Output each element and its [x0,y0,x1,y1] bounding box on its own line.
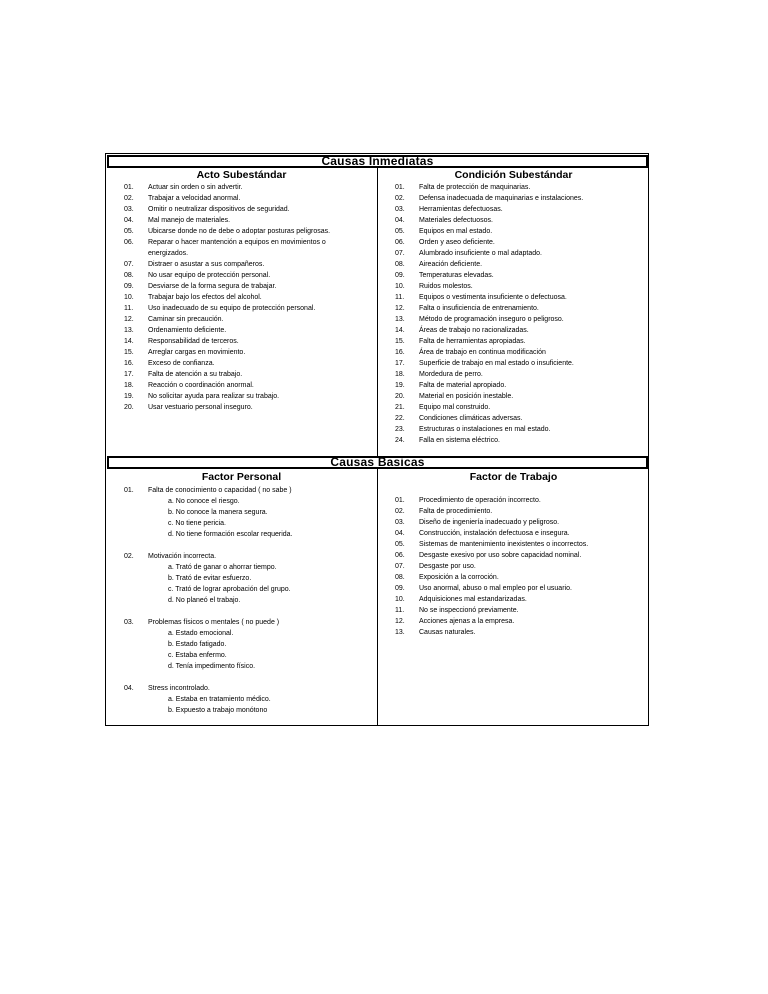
item-text: Uso anormal, abuso o mal empleo por el usuario. [419,585,572,592]
item-text: Estructuras o instalaciones en mal estado. [419,426,551,433]
column-title-personal: Factor Personal [201,471,282,483]
item-number: 16. [124,360,134,367]
list-item [395,517,657,528]
item-number: 08. [124,272,134,279]
list-item [124,325,386,336]
list-item [124,551,386,562]
item-text: Exceso de confianza. [148,360,215,367]
item-number: 09. [395,272,405,279]
item-number: 15. [124,349,134,356]
item-text: Ruidos molestos. [419,283,473,290]
list-item [124,281,386,292]
item-number: 10. [124,294,134,301]
item-number: 23. [395,426,405,433]
sub-item: a. No conoce el riesgo. [168,498,240,505]
column-title-condicion: Condición Subestándar [454,169,573,181]
list-item [395,369,657,380]
item-number: 04. [395,217,405,224]
item-text: Diseño de ingeniería inadecuado y peligroso. [419,519,560,526]
list-item [395,314,657,325]
item-text: Causas naturales. [419,629,476,636]
list-item [395,413,657,424]
item-number: 05. [124,228,134,235]
section-title-inmediatas: Causas Inmediatas [107,155,648,168]
item-number: 13. [395,316,405,323]
spacer [124,606,386,617]
item-text: Falta de protección de maquinarias. [419,184,531,191]
list-item [395,237,657,248]
item-number: 18. [124,382,134,389]
list-item [395,336,657,347]
item-text: Mal manejo de materiales. [148,217,231,224]
list-item [395,270,657,281]
item-number: 07. [124,261,134,268]
item-text: Material en posición inestable. [419,393,514,400]
item-text: Falta de herramientas apropiadas. [419,338,526,345]
list-item [124,683,386,694]
item-number: 08. [395,261,405,268]
item-number: 02. [124,553,134,560]
item-text: Falta de conocimiento o capacidad ( no sabe ) [148,487,292,494]
item-number: 19. [124,393,134,400]
list-item [395,495,657,506]
list-item [124,380,386,391]
list-item [395,561,657,572]
sub-item: b. Trató de evitar esfuerzo. [168,575,252,582]
sub-item: b. Estado fatigado. [168,641,227,648]
item-text: Falla en sistema eléctrico. [419,437,500,444]
item-number: 03. [395,206,405,213]
list-item [124,485,386,496]
list-item [124,292,386,303]
item-text: Falta de atención a su trabajo. [148,371,243,378]
item-text: Adquisiciones mal estandarizadas. [419,596,527,603]
personal-list [124,485,386,716]
list-item [395,594,657,605]
item-number: 20. [395,393,405,400]
item-number: 19. [395,382,405,389]
list-item [124,369,386,380]
list-item [395,215,657,226]
item-number: 16. [395,349,405,356]
list-item [124,617,386,628]
item-text: Método de programación inseguro o peligroso. [419,316,564,323]
item-text: Equipo mal construido. [419,404,491,411]
item-text: Equipos en mal estado. [419,228,493,235]
list-item [124,237,386,248]
item-text: Omitir o neutralizar dispositivos de seguridad. [148,206,290,213]
trabajo-list [395,495,657,638]
list-item [124,303,386,314]
list-item [124,248,386,259]
item-number: 21. [395,404,405,411]
list-item [124,204,386,215]
list-item [124,402,386,413]
list-item [395,193,657,204]
condicion-list [395,182,657,446]
item-number: 05. [395,228,405,235]
item-number: 08. [395,574,405,581]
sub-item: b. Expuesto a trabajo monótono [168,707,268,714]
item-text: Actuar sin orden o sin advertir. [148,184,243,191]
sub-item: c. No tiene pericia. [168,520,226,527]
item-number: 22. [395,415,405,422]
item-number: 01. [395,184,405,191]
sub-item: d. Tenía impedimento físico. [168,663,256,670]
item-text: Superficie de trabajo en mal estado o insuficiente. [419,360,574,367]
item-number: 10. [395,596,405,603]
item-text: Reacción o coordinación anormal. [148,382,254,389]
item-number: 10. [395,283,405,290]
sub-item: c. Trató de lograr aprobación del grupo. [168,586,291,593]
item-text: Uso inadecuado de su equipo de protección personal. [148,305,316,312]
item-text: No solicitar ayuda para realizar su trabajo. [148,393,280,400]
item-text: Arreglar cargas en movimiento. [148,349,246,356]
item-number: 18. [395,371,405,378]
list-item [124,336,386,347]
item-text: Defensa inadecuada de maquinarias e instalaciones. [419,195,584,202]
item-text: Acciones ajenas a la empresa. [419,618,515,625]
list-item [395,303,657,314]
item-text: Distraer o asustar a sus compañeros. [148,261,265,268]
list-item [395,528,657,539]
item-number: 14. [124,338,134,345]
list-item [395,506,657,517]
item-number: 03. [124,619,134,626]
item-text: No usar equipo de protección personal. [148,272,271,279]
item-text: No se inspeccionó previamente. [419,607,519,614]
item-number: 13. [395,629,405,636]
item-text: Condiciones climáticas adversas. [419,415,523,422]
list-item [124,182,386,193]
item-text: Temperaturas elevadas. [419,272,494,279]
item-number: 02. [124,195,134,202]
item-text: Trabajar bajo los efectos del alcohol. [148,294,262,301]
item-text: Áreas de trabajo no racionalizadas. [419,327,529,334]
item-number: 11. [395,607,405,614]
item-number: 01. [124,487,134,494]
sub-item: a. Estado emocional. [168,630,234,637]
item-number [124,248,148,259]
list-item [395,281,657,292]
list-item [395,248,657,259]
spacer [124,540,386,551]
column-title-acto: Acto Subestándar [196,169,287,181]
list-item [395,616,657,627]
item-number: 02. [395,508,405,515]
list-item [395,391,657,402]
list-item [395,347,657,358]
item-text: Falta de material apropiado. [419,382,507,389]
sub-item: a. Trató de ganar o ahorrar tiempo. [168,564,277,571]
item-number: 14. [395,327,405,334]
item-text: Stress incontrolado. [148,685,210,692]
item-number: 17. [124,371,134,378]
item-text: Procedimiento de operación incorrecto. [419,497,541,504]
list-item [124,193,386,204]
item-text: Usar vestuario personal inseguro. [148,404,253,411]
item-number: 03. [395,519,405,526]
item-number: 13. [124,327,134,334]
item-text: Construcción, instalación defectuosa e insegura. [419,530,570,537]
item-number: 17. [395,360,405,367]
item-number: 01. [124,184,134,191]
item-text: Desgaste por uso. [419,563,476,570]
item-number: 11. [395,294,405,301]
item-number: 01. [395,497,405,504]
item-number: 07. [395,563,405,570]
item-number: 06. [124,239,134,246]
list-item [395,435,657,446]
item-text: Materiales defectuosos. [419,217,493,224]
section-title-basicas: Causas Basicas [107,456,648,469]
list-item [395,226,657,237]
list-item [395,204,657,215]
item-text: Caminar sin precaución. [148,316,224,323]
item-number: 02. [395,195,405,202]
item-text: Falta de procedimiento. [419,508,493,515]
list-item [395,627,657,638]
list-item [395,424,657,435]
item-text: Desgaste exesivo por uso sobre capacidad nominal. [419,552,582,559]
item-text: Falta o insuficiencia de entrenamiento. [419,305,539,312]
item-text: Área de trabajo en continua modificación [419,349,546,356]
list-item [124,347,386,358]
item-text: Aireación deficiente. [419,261,483,268]
sub-item: c. Estaba enfermo. [168,652,227,659]
item-text: Problemas físicos o mentales ( no puede ) [148,619,280,626]
item-text: Mordedura de perro. [419,371,483,378]
column-title-trabajo: Factor de Trabajo [469,471,558,483]
causes-table [105,153,649,726]
list-item [124,270,386,281]
sub-item: b. No conoce la manera segura. [168,509,268,516]
item-number: 12. [395,305,405,312]
item-text: Equipos o vestimenta insuficiente o defectuosa. [419,294,567,301]
item-number: 04. [124,685,134,692]
item-number: 11. [124,305,134,312]
item-number: 06. [395,239,405,246]
list-item [395,380,657,391]
item-number: 05. [395,541,405,548]
list-item [124,314,386,325]
item-number: 15. [395,338,405,345]
item-number: 04. [395,530,405,537]
item-number: 06. [395,552,405,559]
list-item [395,583,657,594]
item-number: 12. [395,618,405,625]
list-item [395,550,657,561]
list-item [395,358,657,369]
item-text: energizados. [148,250,189,257]
item-text: Sistemas de mantenimiento inexistentes o incorrectos. [419,541,589,548]
item-text: Exposición a la corroción. [419,574,499,581]
list-item [395,605,657,616]
item-number: 20. [124,404,134,411]
sub-item: d. No tiene formación escolar requerida. [168,531,293,538]
list-item [124,259,386,270]
spacer [124,672,386,683]
item-text: Motivación incorrecta. [148,553,217,560]
item-number: 24. [395,437,405,444]
sub-item: d. No planeó el trabajo. [168,597,241,604]
item-text: Responsabilidad de terceros. [148,338,239,345]
list-item [124,391,386,402]
list-item [124,226,386,237]
list-item [124,358,386,369]
item-text: Ubicarse donde no de debe o adoptar posturas peligrosas. [148,228,331,235]
list-item [395,325,657,336]
item-number: 03. [124,206,134,213]
item-number: 09. [395,585,405,592]
list-item [395,182,657,193]
list-item [395,259,657,270]
item-text: Reparar o hacer mantención a equipos en movimientos o [148,239,326,246]
item-number: 12. [124,316,134,323]
list-item [395,292,657,303]
list-item [395,402,657,413]
item-number: 09. [124,283,134,290]
item-text: Desviarse de la forma segura de trabajar. [148,283,277,290]
sub-item: a. Estaba en tratamiento médico. [168,696,271,703]
list-item [395,572,657,583]
list-item [395,539,657,550]
item-text: Ordenamiento deficiente. [148,327,227,334]
item-text: Trabajar a velocidad anormal. [148,195,241,202]
item-text: Orden y aseo deficiente. [419,239,495,246]
item-text: Alumbrado insuficiente o mal adaptado. [419,250,542,257]
item-text: Herramientas defectuosas. [419,206,503,213]
item-number: 04. [124,217,134,224]
acto-list [124,182,386,413]
list-item [124,215,386,226]
item-number: 07. [395,250,405,257]
